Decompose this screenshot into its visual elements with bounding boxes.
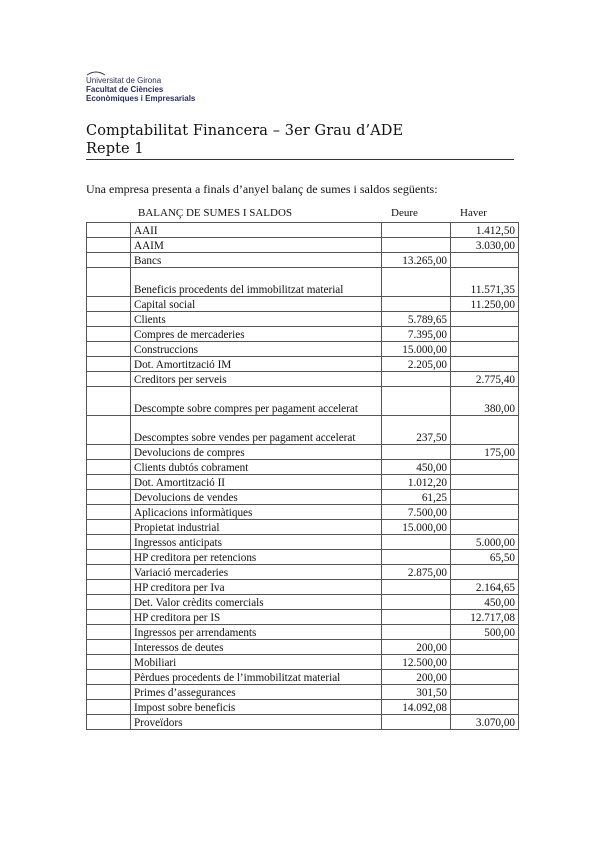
row-index-cell [87,640,131,655]
row-index-cell [87,625,131,640]
haver-cell: 11.250,00 [451,297,519,312]
row-index-cell [87,535,131,550]
row-index-cell [87,490,131,505]
account-name-cell: Pèrdues procedents de l’immobilitzat material [131,670,382,685]
row-index-cell [87,715,131,730]
haver-cell [451,490,519,505]
deure-cell: 13.265,00 [382,253,451,268]
account-name-cell: Descompte sobre compres per pagament accelerat [131,387,382,416]
haver-cell [451,670,519,685]
table-row [87,565,519,580]
title-exercise: Repte 1 [86,141,144,157]
row-index-cell [87,505,131,520]
row-index-cell [87,565,131,580]
account-name-cell: Variació mercaderies [131,565,382,580]
table-row [87,460,519,475]
haver-cell: 3.070,00 [451,715,519,730]
page-title [86,122,403,158]
account-name-cell: Descomptes sobre vendes per pagament accelerat [131,416,382,445]
account-name-cell: Clients dubtós cobrament [131,460,382,475]
deure-cell: 301,50 [382,685,451,700]
haver-cell: 65,50 [451,550,519,565]
table-row [87,357,519,372]
table-row [87,700,519,715]
haver-cell: 175,00 [451,445,519,460]
table-row [87,445,519,460]
deure-cell: 1.012,20 [382,475,451,490]
row-index-cell [87,655,131,670]
row-index-cell [87,595,131,610]
table-row [87,580,519,595]
haver-cell [451,700,519,715]
row-index-cell [87,372,131,387]
row-index-cell [87,610,131,625]
account-name-cell: HP creditora per IS [131,610,382,625]
haver-cell: 2.164,65 [451,580,519,595]
deure-cell [382,268,451,297]
haver-cell [451,357,519,372]
intro-text: Una empresa presenta a finals d’anyel balanç de sumes i saldos següents: [86,182,438,196]
deure-cell: 15.000,00 [382,520,451,535]
table-row [87,268,519,297]
row-index-cell [87,445,131,460]
row-index-cell [87,223,131,238]
deure-cell: 5.789,65 [382,312,451,327]
deure-cell [382,238,451,253]
table-row [87,387,519,416]
table-row [87,715,519,730]
row-index-cell [87,253,131,268]
account-name-cell: HP creditora per Iva [131,580,382,595]
account-name-cell: Impost sobre beneficis [131,700,382,715]
deure-cell: 14.092,08 [382,700,451,715]
account-name-cell: Devolucions de compres [131,445,382,460]
haver-cell: 450,00 [451,595,519,610]
row-index-cell [87,580,131,595]
account-name-cell: Devolucions de vendes [131,490,382,505]
table-row [87,505,519,520]
haver-cell: 3.030,00 [451,238,519,253]
table-row [87,238,519,253]
deure-cell: 2.205,00 [382,357,451,372]
haver-cell [451,655,519,670]
haver-cell [451,520,519,535]
account-name-cell: Clients [131,312,382,327]
row-index-cell [87,685,131,700]
column-header-haver: Haver [460,207,487,219]
row-index-cell [87,238,131,253]
deure-cell: 2.875,00 [382,565,451,580]
account-name-cell: Proveïdors [131,715,382,730]
account-name-cell: Creditors per serveis [131,372,382,387]
account-name-cell: Interessos de deutes [131,640,382,655]
row-index-cell [87,357,131,372]
row-index-cell [87,700,131,715]
column-header-account: BALANÇ DE SUMES I SALDOS [138,207,293,219]
title-divider [86,159,514,160]
account-name-cell: Det. Valor crèdits comercials [131,595,382,610]
table-row [87,297,519,312]
deure-cell [382,387,451,416]
row-index-cell [87,297,131,312]
deure-cell: 15.000,00 [382,342,451,357]
title-course: Comptabilitat Financera – 3er Grau d’ADE [86,123,404,139]
deure-cell [382,595,451,610]
deure-cell [382,625,451,640]
table-row [87,327,519,342]
table-row [87,416,519,445]
haver-cell [451,327,519,342]
row-index-cell [87,387,131,416]
account-name-cell: Ingressos anticipats [131,535,382,550]
deure-cell [382,535,451,550]
account-name-cell: Dot. Amortització II [131,475,382,490]
haver-cell [451,416,519,445]
row-index-cell [87,312,131,327]
table-row [87,625,519,640]
account-name-cell: Propietat industrial [131,520,382,535]
account-name-cell: Aplicacions informàtiques [131,505,382,520]
deure-cell: 7.500,00 [382,505,451,520]
account-name-cell: Compres de mercaderies [131,327,382,342]
haver-cell: 380,00 [451,387,519,416]
table-row [87,342,519,357]
account-name-cell: AAIM [131,238,382,253]
row-index-cell [87,550,131,565]
deure-cell: 200,00 [382,670,451,685]
table-row [87,535,519,550]
account-name-cell: Beneficis procedents del immobilitzat material [131,268,382,297]
haver-cell: 11.571,35 [451,268,519,297]
column-header-deure: Deure [391,207,418,219]
deure-cell [382,372,451,387]
table-row [87,670,519,685]
logo-line-department: Econòmiques i Empresarials [86,94,196,103]
account-name-cell: Bancs [131,253,382,268]
haver-cell [451,460,519,475]
deure-cell: 12.500,00 [382,655,451,670]
haver-cell [451,312,519,327]
deure-cell: 200,00 [382,640,451,655]
haver-cell [451,565,519,580]
deure-cell: 61,25 [382,490,451,505]
table-row [87,312,519,327]
logo-line-university: Universitat de Girona [86,76,162,85]
table-row [87,595,519,610]
haver-cell [451,342,519,357]
balance-table [86,222,519,730]
haver-cell [451,505,519,520]
haver-cell [451,253,519,268]
account-name-cell: Dot. Amortització IM [131,357,382,372]
row-index-cell [87,670,131,685]
logo-line-faculty: Facultat de Ciències [86,85,164,94]
deure-cell [382,610,451,625]
deure-cell [382,715,451,730]
table-row [87,610,519,625]
account-name-cell: Primes d’assegurances [131,685,382,700]
table-row [87,520,519,535]
deure-cell: 7.395,00 [382,327,451,342]
table-row [87,490,519,505]
table-row [87,550,519,565]
table-row [87,372,519,387]
row-index-cell [87,460,131,475]
deure-cell [382,223,451,238]
row-index-cell [87,475,131,490]
haver-cell: 1.412,50 [451,223,519,238]
table-row [87,223,519,238]
account-name-cell: Mobiliari [131,655,382,670]
haver-cell [451,475,519,490]
deure-cell [382,297,451,312]
logo-arc-icon [86,70,106,76]
row-index-cell [87,342,131,357]
table-row [87,685,519,700]
table-row [87,640,519,655]
deure-cell [382,445,451,460]
account-name-cell: AAII [131,223,382,238]
haver-cell: 5.000,00 [451,535,519,550]
deure-cell [382,580,451,595]
account-name-cell: Ingressos per arrendaments [131,625,382,640]
haver-cell: 2.775,40 [451,372,519,387]
row-index-cell [87,268,131,297]
haver-cell: 500,00 [451,625,519,640]
row-index-cell [87,327,131,342]
table-row [87,253,519,268]
table-row [87,475,519,490]
row-index-cell [87,520,131,535]
table-row [87,655,519,670]
university-logo [86,70,246,103]
haver-cell: 12.717,08 [451,610,519,625]
deure-cell: 450,00 [382,460,451,475]
account-name-cell: Capital social [131,297,382,312]
haver-cell [451,685,519,700]
deure-cell [382,550,451,565]
haver-cell [451,640,519,655]
row-index-cell [87,416,131,445]
account-name-cell: HP creditora per retencions [131,550,382,565]
deure-cell: 237,50 [382,416,451,445]
account-name-cell: Construccions [131,342,382,357]
